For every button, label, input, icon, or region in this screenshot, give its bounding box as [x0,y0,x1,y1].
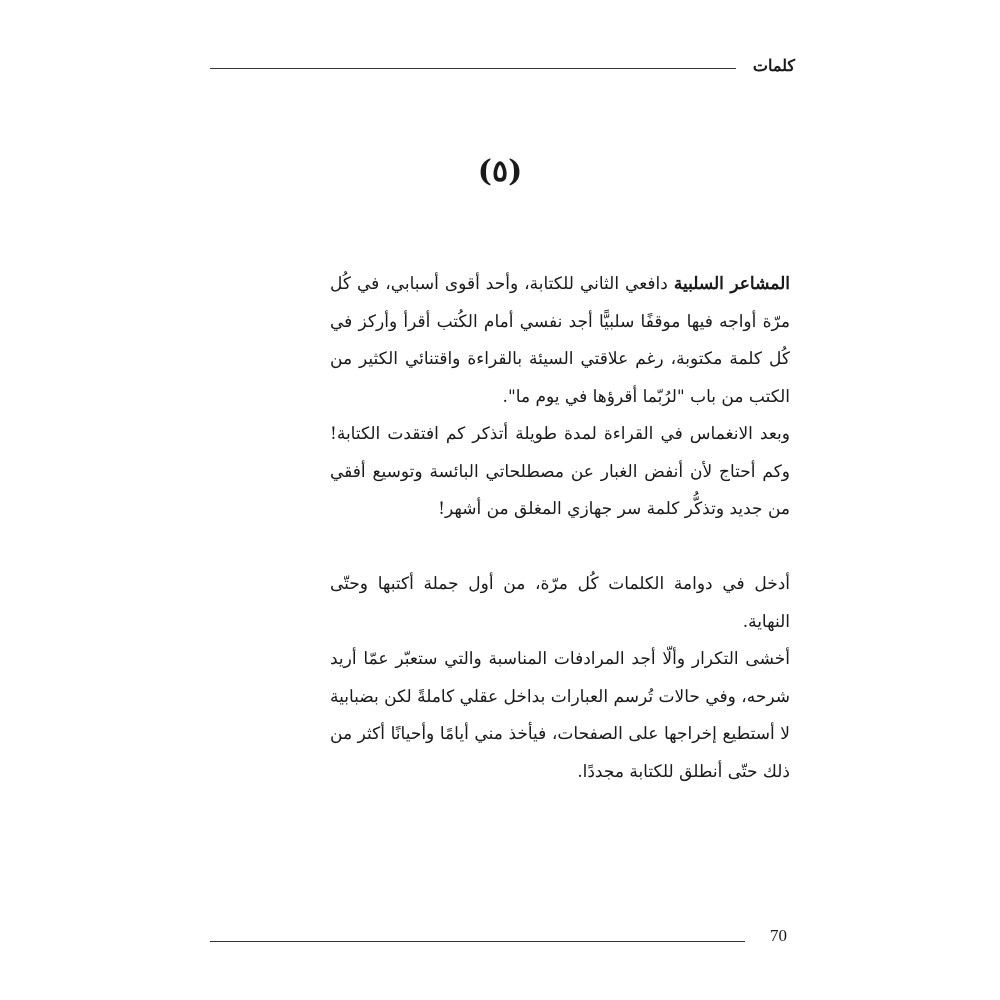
running-header-title: كلمات [752,56,795,75]
paragraph-3: أدخل في دوامة الكلمات كُل مرّة، من أول جملة أكتبها وحتّى النهاية. [330,574,790,632]
paragraph-text: دافعي الثاني للكتابة، وأحد أقوى أسبابي، في كُل مرّة أواجه فيها موقفًا سلبيًّا أجد نفسي أمام الكُتب أقرأ وأركز في كُل كلمة مكتوبة، رغم علاقتي السيئة بالقراءة واقتنائي الكثير من الكتب من باب "لرُبّما أقرؤها في يوم ما". [330,274,790,407]
body-text [330,266,790,791]
paragraph-1 [330,266,790,416]
paragraph-2: وبعد الانغماس في القراءة لمدة طويلة أتذكر كم افتقدت الكتابة! وكم أحتاج لأن أنفض الغبار عن مصطلحاتي البائسة وتوسيع أفقي من جديد وتذكُّر كلمة سر جهازي المغلق من أشهر! [330,424,790,519]
paragraph-4: أخشى التكرار وألّا أجد المرادفات المناسبة والتي ستعبّر عمّا أريد شرحه، وفي حالات تُرسم العبارات بداخل عقلي كاملةً لكن بضبابية لا أستطيع إخراجها على الصفحات، فيأخذ مني أيامًا وأحيانًا أكثر من ذلك حتّى أنطلق للكتابة مجددًا. [330,649,790,782]
page-number: 70 [770,926,787,945]
header-rule [210,68,736,69]
paragraph-lead: المشاعر السلبية [673,274,790,294]
footer-rule [210,941,745,942]
chapter-number: (٥) [477,154,523,189]
paragraph-gap [330,529,790,567]
